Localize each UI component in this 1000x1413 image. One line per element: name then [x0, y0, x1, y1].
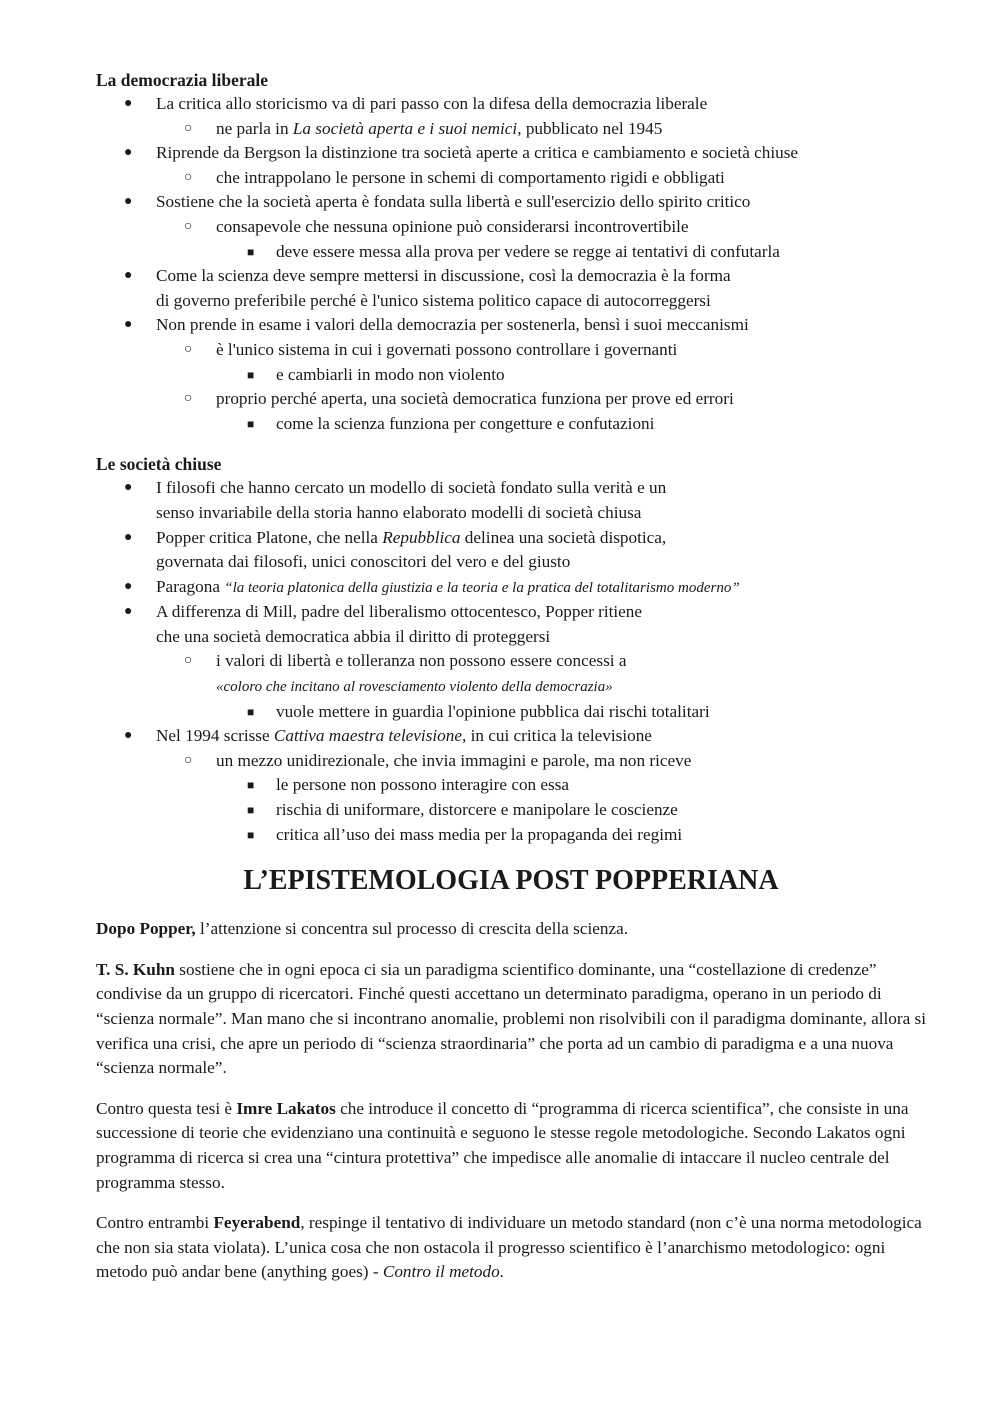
list-item: ○ è l'unico sistema in cui i governati possono controllare i governanti	[96, 338, 926, 363]
bullet-disc-icon: ●	[124, 480, 133, 496]
quote: “la teoria platonica della giustizia e la teoria e la pratica del totalitarismo moderno”	[224, 579, 740, 596]
bullet-circle-icon: ○	[184, 169, 193, 185]
bullet-disc-icon: ●	[124, 578, 133, 594]
bullet-square-icon: ■	[247, 827, 255, 842]
bullet-square-icon: ■	[247, 704, 255, 719]
bullet-circle-icon: ○	[184, 341, 193, 357]
list-item: ■ rischia di uniformare, distorcere e manipolare le coscienze	[96, 798, 926, 823]
bullet-disc-icon: ●	[124, 194, 133, 210]
bullet-disc-icon: ●	[124, 145, 133, 161]
list-item: ○ che intrappolano le persone in schemi di comportamento rigidi e obbligati	[96, 166, 926, 191]
list-item: ■ deve essere messa alla prova per vedere se regge ai tentativi di confutarla	[96, 240, 926, 265]
bullet-circle-icon: ○	[184, 752, 193, 768]
list-item: ■ vuole mettere in guardia l'opinione pubblica dai rischi totalitari	[96, 700, 926, 725]
page-title: L’EPISTEMOLOGIA POST POPPERIANA	[243, 865, 779, 897]
quote: «coloro che incitano al rovesciamento violento della democrazia»	[216, 679, 613, 696]
bullet-circle-icon: ○	[184, 653, 193, 669]
bullet-disc-icon: ●	[124, 317, 133, 333]
section-title-societa-chiuse: Le società chiuse	[96, 454, 222, 475]
list-item: ○ i valori di libertà e tolleranza non possono essere concessi a «coloro che incitano al rovesciamento violento della democrazia»	[184, 651, 627, 696]
list-item: ● I filosofi che hanno cercato un modello di società fondato sulla verità e un senso invariabile della storia hanno elaborato modelli di società chiusa	[124, 478, 667, 522]
list-item: ● Nel 1994 scrisse Cattiva maestra televisione, in cui critica la televisione	[96, 724, 926, 749]
bullet-square-icon: ■	[247, 416, 255, 431]
document-page	[96, 68, 926, 1301]
list-item: ■ come la scienza funziona per congetture e confutazioni	[96, 412, 926, 437]
list-item: ● Paragona “la teoria platonica della giustizia e la teoria e la pratica del totalitarismo moderno”	[96, 575, 926, 601]
paragraph-dopo-popper: Dopo Popper, l’attenzione si concentra sul processo di crescita della scienza.	[96, 919, 629, 939]
list-item: ● Sostiene che la società aperta è fondata sulla libertà e sull'esercizio dello spirito critico	[96, 190, 926, 215]
list-item: ○ proprio perché aperta, una società democratica funziona per prove ed errori	[96, 387, 926, 412]
list-societa-chiuse	[96, 476, 926, 847]
bullet-square-icon: ■	[247, 244, 255, 259]
paragraph-feyerabend: Contro entrambi Feyerabend, respinge il tentativo di individuare un metodo standard (non c’è una norma metodologica che non sia stata violata). L’unica cosa che non ostacola il progresso scientifico è l’anarchismo metodologico: ogni metodo può andar bene (anything goes) - Contro il metodo.	[96, 1213, 922, 1282]
list-item: ● Come la scienza deve sempre mettersi in discussione, così la democrazia è la forma di governo preferibile perché è l'unico sistema politico capace di autocorreggersi	[124, 266, 731, 310]
list-item: ● A differenza di Mill, padre del liberalismo ottocentesco, Popper ritiene che una società democratica abbia il diritto di proteggersi	[124, 602, 643, 646]
bullet-circle-icon: ○	[184, 218, 193, 234]
list-item: ● Non prende in esame i valori della democrazia per sostenerla, bensì i suoi meccanismi	[96, 313, 926, 338]
list-item: ■ critica all’uso dei mass media per la propaganda dei regimi	[96, 823, 926, 848]
bullet-disc-icon: ●	[124, 604, 133, 620]
section-title-democrazia: La democrazia liberale	[96, 70, 269, 90]
bullet-square-icon: ■	[247, 778, 255, 793]
bullet-square-icon: ■	[247, 367, 255, 382]
bullet-square-icon: ■	[247, 803, 255, 818]
bullet-disc-icon: ●	[124, 268, 133, 284]
bullet-disc-icon: ●	[124, 728, 133, 744]
list-item: ○ consapevole che nessuna opinione può considerarsi incontrovertibile	[96, 215, 926, 240]
list-democrazia	[96, 92, 926, 436]
list-item: ■ e cambiarli in modo non violento	[96, 363, 926, 388]
list-item: ● Popper critica Platone, che nella Repubblica delinea una società dispotica, governata dai filosofi, unici conoscitori del vero e del giusto	[124, 527, 667, 572]
list-item: ○ un mezzo unidirezionale, che invia immagini e parole, ma non riceve	[96, 749, 926, 774]
bullet-circle-icon: ○	[184, 120, 193, 136]
bullet-disc-icon: ●	[124, 529, 133, 545]
list-item: ● La critica allo storicismo va di pari passo con la difesa della democrazia liberale	[96, 92, 926, 117]
bullet-disc-icon: ●	[124, 96, 133, 111]
paragraph-kuhn: T. S. Kuhn sostiene che in ogni epoca ci sia un paradigma scientifico dominante, una “costellazione di credenze” condivise da un gruppo di ricercatori. Finché questi accettano un determinato paradigma, operano in un periodo di “scienza normale”. Man mano che si incontrano anomalie, problemi non risolvibili con il paradigma dominante, allora si verifica una crisi, che apre un periodo di “scienza straordinaria” che porta ad un cambio di paradigma e a una nuova “scienza normale”.	[96, 959, 927, 1078]
list-item: ● Riprende da Bergson la distinzione tra società aperte a critica e cambiamento e società chiuse	[96, 141, 926, 166]
bullet-circle-icon: ○	[184, 391, 193, 407]
list-item: ○ ne parla in La società aperta e i suoi nemici, pubblicato nel 1945	[96, 117, 926, 142]
list-item: ■ le persone non possono interagire con essa	[96, 773, 926, 798]
paragraph-lakatos: Contro questa tesi è Imre Lakatos che introduce il concetto di “programma di ricerca scientifica”, che consiste in una successione di teorie che evidenziano una continuità e seguono le stesse regole metodologiche. Secondo Lakatos ogni programma di ricerca si crea una “cintura protettiva” che impedisce alle anomalie di intaccare il nucleo centrale del programma stesso.	[96, 1098, 909, 1192]
